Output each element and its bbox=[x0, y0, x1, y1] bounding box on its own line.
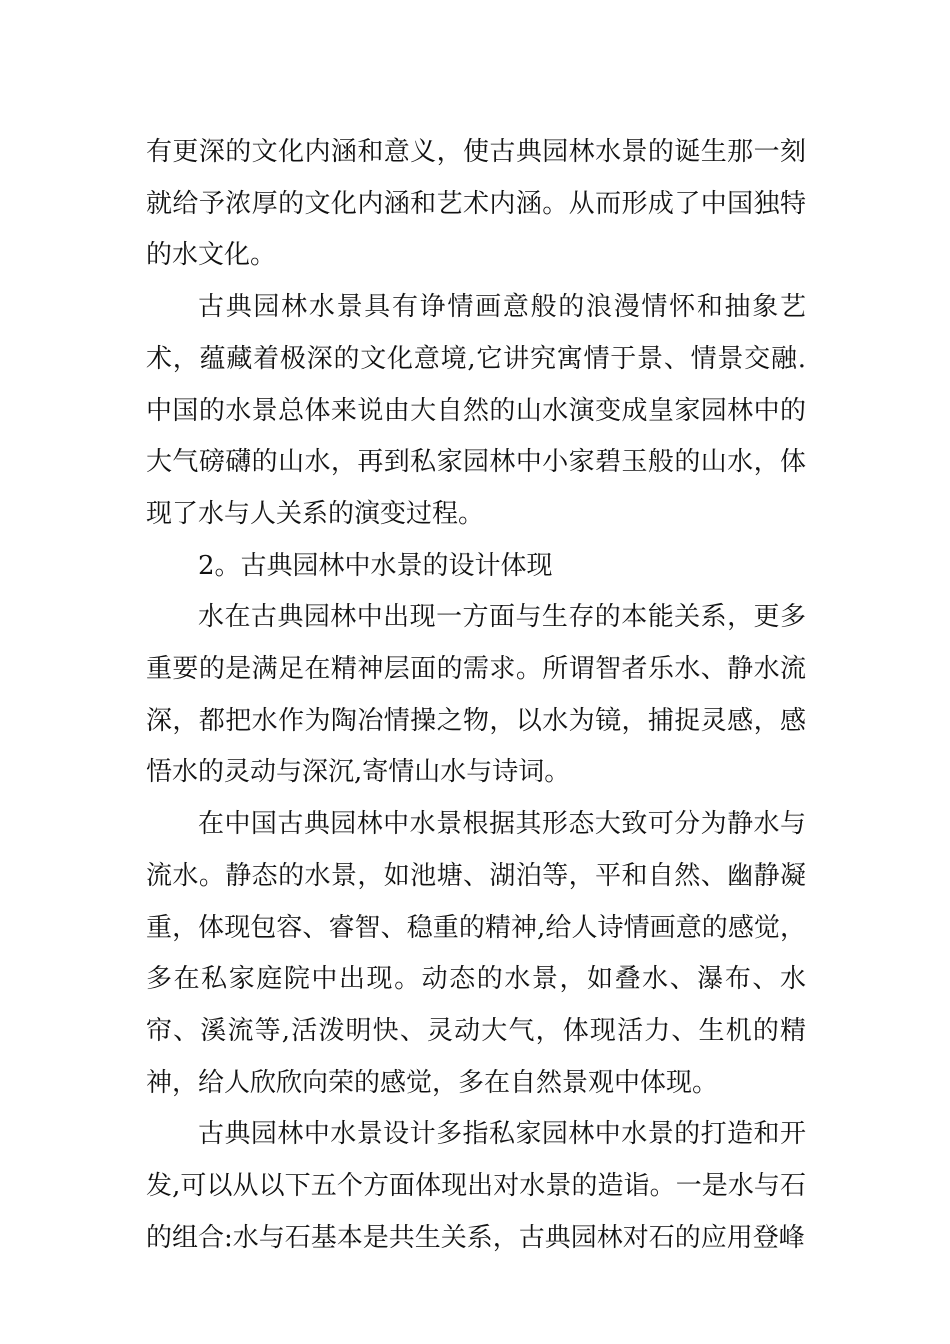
section-heading: 2。古典园林中水景的设计体现 bbox=[198, 550, 553, 581]
paragraph-spiritual-needs: 水在古典园林中出现一方面与生存的本能关系，更多重要的是满足在精神层面的需求。所谓智者乐水、静水流深，都把水作为陶冶情操之物，以水为镜，捕捉灵感，感悟水的灵动与深沉,寄情山水与诗词。 bbox=[146, 602, 806, 788]
document-body bbox=[146, 127, 806, 1264]
paragraph-water-design: 古典园林中水景设计多指私家园林中水景的打造和开发,可以从以下五个方面体现出对水景的造诣。一是水与石的组合:水与石基本是共生关系，古典园林对石的应用登峰 bbox=[146, 1119, 806, 1253]
paragraph-water-landscape-art: 古典园林水景具有诤情画意般的浪漫情怀和抽象艺术，蕴藏着极深的文化意境,它讲究寓情于景、情景交融.中国的水景总体来说由大自然的山水演变成皇家园林中的大气磅礴的山水，再到私家园林中小家碧玉般的山水，体现了水与人关系的演变过程。 bbox=[146, 292, 806, 529]
paragraph-continuation: 有更深的文化内涵和意义，使古典园林水景的诞生那一刻就给予浓厚的文化内涵和艺术内涵。从而形成了中国独特的水文化。 bbox=[146, 137, 806, 271]
paragraph-still-and-flowing-water: 在中国古典园林中水景根据其形态大致可分为静水与流水。静态的水景，如池塘、湖泊等，平和自然、幽静凝重，体现包容、睿智、稳重的精神,给人诗情画意的感觉，多在私家庭院中出现。动态的水景，如叠水、瀑布、水帘、溪流等,活泼明快、灵动大气，体现活力、生机的精神，给人欣欣向荣的感觉，多在自然景观中体现。 bbox=[146, 809, 806, 1098]
